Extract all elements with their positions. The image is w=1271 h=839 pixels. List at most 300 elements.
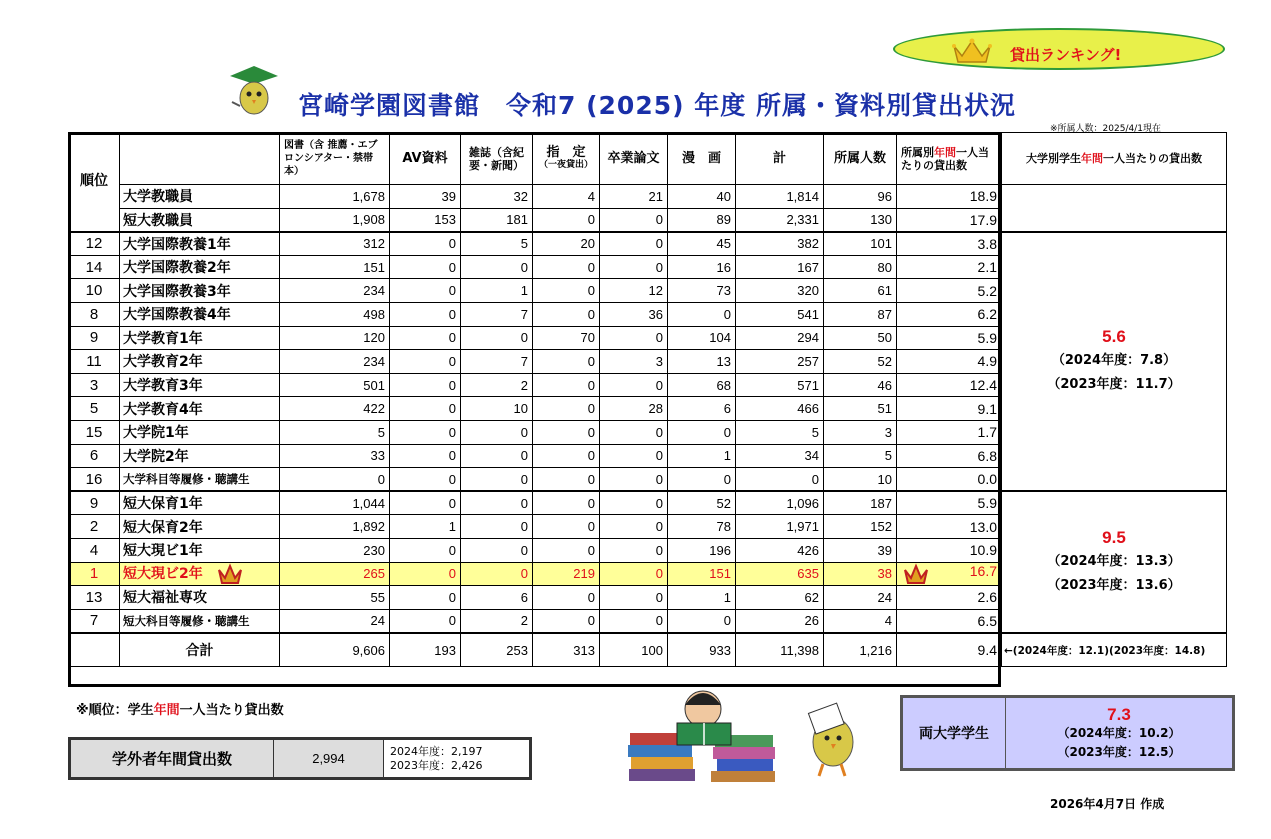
- affiliation-cell: [120, 538, 280, 562]
- books-cell: 0: [280, 468, 390, 492]
- thesis-cell: 0: [600, 232, 668, 256]
- ratio-cell: [897, 232, 1002, 256]
- ratio-cell: [897, 538, 1002, 562]
- ratio-cell: [897, 420, 1002, 444]
- rank-note: [76, 699, 284, 718]
- total-thesis-cell: 100: [600, 633, 668, 667]
- books-cell: 1,908: [280, 208, 390, 232]
- magazine-cell: 0: [461, 562, 533, 586]
- manga-cell: 16: [668, 255, 736, 279]
- rank-cell: 11: [69, 350, 120, 374]
- ratio-cell: [897, 609, 1002, 633]
- manga-cell: 6: [668, 397, 736, 421]
- manga-cell: 151: [668, 562, 736, 586]
- thesis-cell: 21: [600, 185, 668, 209]
- designated-header-label: 指 定: [546, 144, 586, 160]
- thesis-cell: 3: [600, 350, 668, 374]
- total-cell: 382: [736, 232, 824, 256]
- rank-cell: 15: [69, 420, 120, 444]
- designated-cell: 0: [533, 468, 600, 492]
- total-row: [69, 633, 1227, 667]
- manga-header: 漫 画: [668, 133, 736, 185]
- ratio-cell: [897, 373, 1002, 397]
- affiliation-label: 大学国際教養4年: [123, 307, 231, 324]
- affiliation-label: 大学教育4年: [123, 401, 203, 418]
- both-prev-2024: （2024年度：10.2）: [1057, 725, 1181, 740]
- total-cell: 26: [736, 609, 824, 633]
- total-cell: 2,331: [736, 208, 824, 232]
- total-manga-cell: 933: [668, 633, 736, 667]
- total-cell: 466: [736, 397, 824, 421]
- members-cell: 96: [824, 185, 897, 209]
- books-cell: 120: [280, 326, 390, 350]
- thesis-cell: 0: [600, 420, 668, 444]
- thesis-cell: 0: [600, 208, 668, 232]
- total-cell: 541: [736, 302, 824, 326]
- ratio-cell: [897, 208, 1002, 232]
- ratio-cell: [897, 468, 1002, 492]
- ratio-cell: [897, 586, 1002, 610]
- av-cell: 0: [390, 350, 461, 374]
- magazine-cell: 181: [461, 208, 533, 232]
- thesis-cell: 0: [600, 444, 668, 468]
- designated-cell: 0: [533, 515, 600, 539]
- members-date-note: ※所属人数：2025/4/1現在: [1050, 124, 1161, 134]
- books-cell: 312: [280, 232, 390, 256]
- books-cell: 1,892: [280, 515, 390, 539]
- av-cell: 0: [390, 468, 461, 492]
- affiliation-cell: [120, 255, 280, 279]
- ratio-cell: [897, 302, 1002, 326]
- total-cell: 1,814: [736, 185, 824, 209]
- manga-cell: 1: [668, 444, 736, 468]
- ratio-cell: [897, 491, 1002, 515]
- magazine-cell: 2: [461, 609, 533, 633]
- affiliation-cell: [120, 562, 280, 586]
- affiliation-cell: [120, 302, 280, 326]
- affiliation-label: 大学国際教養1年: [123, 236, 231, 253]
- books-cell: 1,044: [280, 491, 390, 515]
- college-side-value: 9.5: [1102, 528, 1126, 547]
- thesis-cell: 36: [600, 302, 668, 326]
- ratio-cell: [897, 515, 1002, 539]
- both-values: [1006, 697, 1234, 770]
- affiliation-label: 大学院2年: [123, 448, 189, 465]
- rank-cell: 5: [69, 397, 120, 421]
- designated-cell: 0: [533, 420, 600, 444]
- books-cell: 24: [280, 609, 390, 633]
- rank-cell: 4: [69, 538, 120, 562]
- total-cell: 257: [736, 350, 824, 374]
- ratio-value: 6.8: [977, 447, 997, 464]
- manga-cell: 13: [668, 350, 736, 374]
- av-cell: 0: [390, 586, 461, 610]
- external-label: 学外者年間貸出数: [70, 739, 274, 779]
- members-cell: 80: [824, 255, 897, 279]
- affiliation-cell: [120, 515, 280, 539]
- rank-header: 順位: [69, 133, 120, 232]
- ratio-value: 2.6: [977, 589, 997, 606]
- total-cell: 1,096: [736, 491, 824, 515]
- designated-cell: 0: [533, 609, 600, 633]
- reading-student-icon: [625, 683, 785, 783]
- designated-cell: 0: [533, 444, 600, 468]
- affiliation-label: 大学国際教養2年: [123, 260, 231, 277]
- both-label: 両大学学生: [902, 697, 1006, 770]
- manga-cell: 0: [668, 468, 736, 492]
- ratio-value: 10.9: [969, 542, 997, 559]
- affiliation-cell: [120, 232, 280, 256]
- rank-cell: 14: [69, 255, 120, 279]
- header-row: [69, 133, 1227, 185]
- designated-cell: 0: [533, 208, 600, 232]
- thesis-cell: 0: [600, 538, 668, 562]
- total-prev-cell: ←(2024年度：12.1)(2023年度：14.8): [1002, 633, 1227, 667]
- affiliation-label: 大学教職員: [123, 189, 193, 206]
- affiliation-cell: [120, 208, 280, 232]
- crown-icon: [952, 38, 992, 64]
- magazine-cell: 5: [461, 232, 533, 256]
- page-title: 宮崎学園図書館 令和7 (2025) 年度 所属・資料別貸出状況: [298, 91, 1016, 120]
- magazine-header: 雑誌（含紀要・新聞）: [461, 133, 533, 185]
- both-universities-table: [900, 695, 1235, 771]
- ratio-cell: [897, 255, 1002, 279]
- designated-cell: 0: [533, 373, 600, 397]
- affiliation-cell: [120, 444, 280, 468]
- affiliation-label: 大学院1年: [123, 425, 189, 442]
- univ-side-cell: [1002, 232, 1227, 492]
- magazine-cell: 0: [461, 491, 533, 515]
- thesis-cell: 0: [600, 255, 668, 279]
- designated-cell: 20: [533, 232, 600, 256]
- rank-note-red: 年間: [153, 703, 180, 718]
- external-prev: [384, 739, 531, 779]
- books-cell: 151: [280, 255, 390, 279]
- rank-cell: 8: [69, 302, 120, 326]
- books-cell: 501: [280, 373, 390, 397]
- affiliation-cell: [120, 350, 280, 374]
- designated-cell: 0: [533, 255, 600, 279]
- members-cell: 187: [824, 491, 897, 515]
- rank-cell: 1: [69, 562, 120, 586]
- members-cell: 51: [824, 397, 897, 421]
- total-cell: 294: [736, 326, 824, 350]
- magazine-cell: 10: [461, 397, 533, 421]
- magazine-cell: 0: [461, 326, 533, 350]
- books-cell: 422: [280, 397, 390, 421]
- total-header: 計: [736, 133, 824, 185]
- affiliation-cell: [120, 586, 280, 610]
- rank-cell: 9: [69, 326, 120, 350]
- affiliation-label: 大学教育1年: [123, 330, 203, 347]
- affiliation-label: 大学教育3年: [123, 378, 203, 395]
- magazine-cell: 0: [461, 444, 533, 468]
- books-cell: 5: [280, 420, 390, 444]
- ratio-cell: [897, 350, 1002, 374]
- av-cell: 0: [390, 538, 461, 562]
- rank-cell: 10: [69, 279, 120, 303]
- affiliation-label: 短大福祉専攻: [123, 590, 207, 607]
- manga-cell: 68: [668, 373, 736, 397]
- magazine-cell: 0: [461, 468, 533, 492]
- total-books-cell: 9,606: [280, 633, 390, 667]
- ratio-value: 0.0: [977, 471, 997, 488]
- rank-cell: 7: [69, 609, 120, 633]
- total-cell: 1,971: [736, 515, 824, 539]
- affiliation-label: 短大現ビ1年: [123, 543, 203, 560]
- av-cell: 0: [390, 279, 461, 303]
- affiliation-label: 大学教育2年: [123, 354, 203, 371]
- members-cell: 152: [824, 515, 897, 539]
- manga-cell: 40: [668, 185, 736, 209]
- books-cell: 55: [280, 586, 390, 610]
- av-cell: 0: [390, 491, 461, 515]
- magazine-cell: 2: [461, 373, 533, 397]
- total-av-cell: 193: [390, 633, 461, 667]
- members-cell: 5: [824, 444, 897, 468]
- thesis-cell: 12: [600, 279, 668, 303]
- per-person-header-red: 年間: [934, 145, 956, 159]
- manga-cell: 104: [668, 326, 736, 350]
- ratio-value: 6.5: [977, 612, 997, 629]
- ratio-cell: [897, 444, 1002, 468]
- books-cell: 498: [280, 302, 390, 326]
- college-side-prev-2023: （2023年度：13.6）: [1047, 578, 1181, 593]
- table-row: [69, 491, 1227, 515]
- rank-cell: 13: [69, 586, 120, 610]
- total-cell: 320: [736, 279, 824, 303]
- univ-per-person-header: [1002, 133, 1227, 185]
- crown-icon: [903, 563, 929, 585]
- ratio-cell: [897, 326, 1002, 350]
- affiliation-label: 短大科目等履修・聴講生: [123, 613, 250, 628]
- av-cell: 0: [390, 232, 461, 256]
- av-cell: 1: [390, 515, 461, 539]
- ratio-value: 4.9: [977, 353, 997, 370]
- per-person-header: [897, 133, 1002, 185]
- members-cell: 101: [824, 232, 897, 256]
- books-header: 図書（含 推薦・エブロンシアター・禁帯本）: [280, 133, 390, 185]
- ratio-value: 16.7: [969, 562, 997, 579]
- ratio-value: 18.9: [969, 188, 997, 205]
- av-cell: 0: [390, 444, 461, 468]
- manga-cell: 0: [668, 302, 736, 326]
- magazine-cell: 0: [461, 420, 533, 444]
- total-members-cell: 1,216: [824, 633, 897, 667]
- affiliation-cell: [120, 468, 280, 492]
- thesis-cell: 0: [600, 609, 668, 633]
- table-row: [69, 232, 1227, 256]
- thesis-cell: 0: [600, 373, 668, 397]
- total-cell: 167: [736, 255, 824, 279]
- thesis-cell: 0: [600, 491, 668, 515]
- books-cell: 234: [280, 279, 390, 303]
- total-cell: 34: [736, 444, 824, 468]
- members-cell: 24: [824, 586, 897, 610]
- mascot-icon: [222, 62, 286, 118]
- rank-note-pre: ※順位：学生: [76, 703, 154, 718]
- total-designated-cell: 313: [533, 633, 600, 667]
- ratio-value: 2.1: [977, 259, 997, 276]
- members-cell: 38: [824, 562, 897, 586]
- both-value: 7.3: [1107, 704, 1131, 724]
- external-lending-table: [68, 737, 532, 780]
- college-side-prev-2024: （2024年度：13.3）: [1047, 554, 1181, 569]
- rank-cell: 6: [69, 444, 120, 468]
- external-prev-2024: 2024年度：2,197: [390, 744, 483, 758]
- total-cell: 426: [736, 538, 824, 562]
- designated-cell: 0: [533, 538, 600, 562]
- designated-cell: 4: [533, 185, 600, 209]
- av-cell: 0: [390, 373, 461, 397]
- designated-cell: 0: [533, 350, 600, 374]
- affiliation-label: 短大保育1年: [123, 496, 203, 513]
- members-cell: 3: [824, 420, 897, 444]
- mascot-with-book-icon: [805, 700, 865, 780]
- per-person-header-post: 一人当たりの貸出数: [901, 145, 989, 172]
- manga-cell: 89: [668, 208, 736, 232]
- ratio-value: 5.2: [977, 282, 997, 299]
- rank-cell: 9: [69, 491, 120, 515]
- thesis-cell: 28: [600, 397, 668, 421]
- affiliation-cell: [120, 491, 280, 515]
- total-label: 合計: [120, 633, 280, 667]
- thesis-cell: 0: [600, 468, 668, 492]
- external-prev-2023: 2023年度：2,426: [390, 758, 483, 772]
- total-total-cell: 11,398: [736, 633, 824, 667]
- manga-cell: 45: [668, 232, 736, 256]
- univ-header-pre: 大学別学生: [1026, 152, 1081, 165]
- av-cell: 0: [390, 302, 461, 326]
- both-prev-2023: （2023年度：12.5）: [1057, 744, 1181, 759]
- manga-cell: 52: [668, 491, 736, 515]
- thesis-cell: 0: [600, 562, 668, 586]
- designated-header-sub: （一夜貸出）: [538, 159, 593, 170]
- designated-header: [533, 133, 600, 185]
- members-header: 所属人数: [824, 133, 897, 185]
- designated-cell: 0: [533, 586, 600, 610]
- members-cell: 39: [824, 538, 897, 562]
- college-side-cell: [1002, 491, 1227, 633]
- magazine-cell: 6: [461, 586, 533, 610]
- manga-cell: 73: [668, 279, 736, 303]
- univ-side-prev-2024: （2024年度：7.8）: [1051, 353, 1177, 369]
- rank-cell: 3: [69, 373, 120, 397]
- av-cell: 0: [390, 562, 461, 586]
- books-cell: 234: [280, 350, 390, 374]
- affiliation-label: 短大教職員: [123, 212, 193, 229]
- created-date: 2026年4月7日 作成: [1050, 797, 1165, 811]
- magazine-cell: 1: [461, 279, 533, 303]
- rank-cell: 16: [69, 468, 120, 492]
- total-ratio-cell: 9.4: [897, 633, 1002, 667]
- total-magazine-cell: 253: [461, 633, 533, 667]
- lending-table: [68, 132, 1227, 667]
- affiliation-label: 大学科目等履修・聴講生: [123, 472, 250, 487]
- rank-note-post: 一人当たり貸出数: [179, 703, 284, 718]
- magazine-cell: 32: [461, 185, 533, 209]
- affiliation-label: 大学国際教養3年: [123, 283, 231, 300]
- manga-cell: 0: [668, 420, 736, 444]
- univ-side-prev-2023: （2023年度：11.7）: [1047, 377, 1181, 393]
- thesis-header: 卒業論文: [600, 133, 668, 185]
- manga-cell: 196: [668, 538, 736, 562]
- designated-cell: 70: [533, 326, 600, 350]
- manga-cell: 1: [668, 586, 736, 610]
- av-cell: 153: [390, 208, 461, 232]
- av-cell: 0: [390, 255, 461, 279]
- total-cell: 571: [736, 373, 824, 397]
- manga-cell: 0: [668, 609, 736, 633]
- ratio-value: 3.8: [977, 235, 997, 252]
- ratio-value: 13.0: [969, 518, 997, 535]
- external-value: 2,994: [274, 739, 384, 779]
- per-person-header-pre: 所属別: [901, 145, 934, 159]
- manga-cell: 78: [668, 515, 736, 539]
- members-cell: 46: [824, 373, 897, 397]
- ratio-cell: [897, 397, 1002, 421]
- magazine-cell: 0: [461, 538, 533, 562]
- av-cell: 0: [390, 326, 461, 350]
- ratio-value: 5.9: [977, 329, 997, 346]
- affiliation-cell: [120, 420, 280, 444]
- designated-cell: 0: [533, 302, 600, 326]
- members-cell: 10: [824, 468, 897, 492]
- members-cell: 50: [824, 326, 897, 350]
- books-cell: 265: [280, 562, 390, 586]
- rank-cell: 12: [69, 232, 120, 256]
- ratio-value: 9.1: [977, 400, 997, 417]
- members-cell: 87: [824, 302, 897, 326]
- magazine-cell: 0: [461, 515, 533, 539]
- av-cell: 39: [390, 185, 461, 209]
- books-cell: 230: [280, 538, 390, 562]
- ranking-badge-label: 貸出ランキング!: [1010, 46, 1122, 64]
- affiliation-cell: [120, 373, 280, 397]
- total-cell: 635: [736, 562, 824, 586]
- members-cell: 130: [824, 208, 897, 232]
- ratio-value: 12.4: [969, 377, 997, 394]
- av-header: AV資料: [390, 133, 461, 185]
- books-cell: 1,678: [280, 185, 390, 209]
- members-cell: 61: [824, 279, 897, 303]
- total-cell: 0: [736, 468, 824, 492]
- thesis-cell: 0: [600, 515, 668, 539]
- univ-header-post: 一人当たりの貸出数: [1103, 152, 1202, 165]
- crown-icon: [217, 566, 243, 582]
- av-cell: 0: [390, 609, 461, 633]
- ratio-value: 6.2: [977, 306, 997, 323]
- members-cell: 4: [824, 609, 897, 633]
- total-cell: 62: [736, 586, 824, 610]
- ratio-cell: [897, 279, 1002, 303]
- ratio-value: 1.7: [977, 424, 997, 441]
- staff-side-blank: [1002, 185, 1227, 232]
- av-cell: 0: [390, 397, 461, 421]
- av-cell: 0: [390, 420, 461, 444]
- univ-header-red: 年間: [1081, 152, 1103, 165]
- designated-cell: 0: [533, 279, 600, 303]
- affiliation-cell: [120, 397, 280, 421]
- blank-header: [120, 133, 280, 185]
- affiliation-cell: [120, 279, 280, 303]
- ratio-value: 5.9: [977, 495, 997, 512]
- designated-cell: 0: [533, 491, 600, 515]
- ratio-cell: [897, 185, 1002, 209]
- affiliation-cell: [120, 609, 280, 633]
- magazine-cell: 0: [461, 255, 533, 279]
- affiliation-cell: [120, 185, 280, 209]
